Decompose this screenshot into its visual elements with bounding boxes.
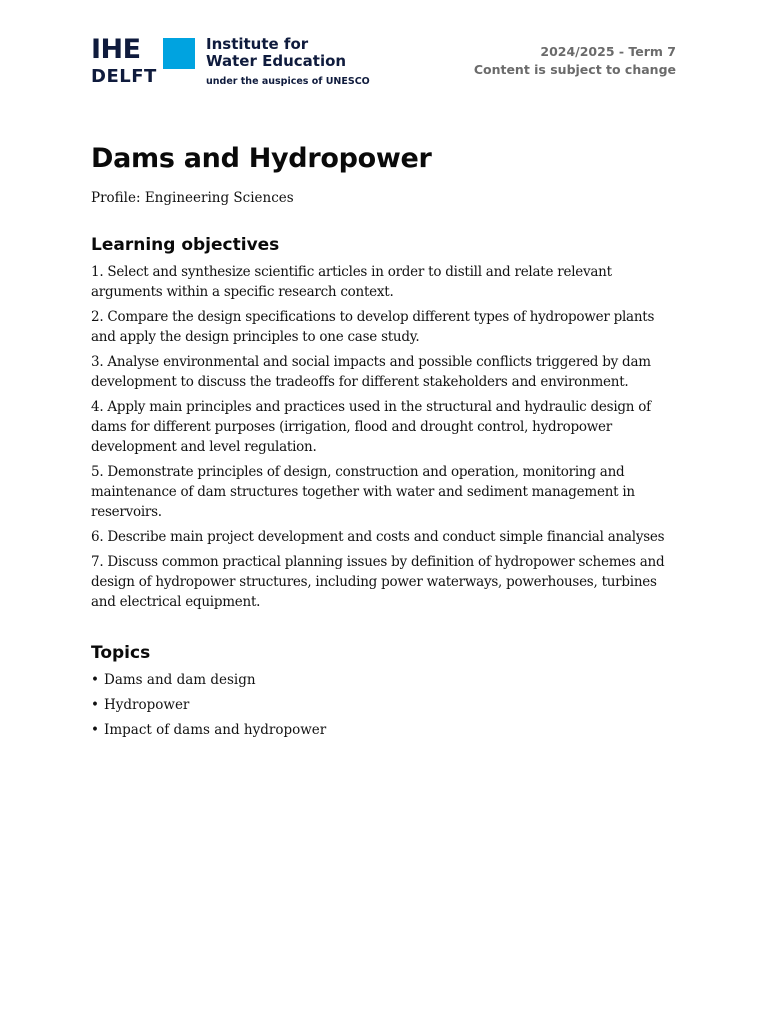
objective-item: 6. Describe main project development and costs and conduct simple financial analyses	[91, 529, 665, 545]
topics-list	[91, 670, 681, 740]
course-content	[91, 142, 681, 745]
term-info	[474, 43, 676, 79]
topic-label: Hydropower	[104, 697, 190, 713]
learning-objectives-list	[91, 262, 681, 612]
logo-blue-square	[163, 38, 195, 69]
term-label: 2024/2025 - Term 7	[540, 44, 676, 59]
topic-item	[91, 670, 681, 690]
objective-item: 4. Apply main principles and practices used in the structural and hydraulic design of dams for different purposes (irrigation, flood and drought control, hydropower development and level regulation.	[91, 399, 651, 455]
topic-label: Dams and dam design	[104, 672, 256, 688]
ihe-delft-logo	[91, 36, 381, 88]
logo-auspices: under the auspices of UNESCO	[206, 76, 370, 87]
objective-item: 1. Select and synthesize scientific articles in order to distill and relate relevant arguments within a specific research context.	[91, 264, 612, 300]
objective-item: 2. Compare the design specifications to develop different types of hydropower plants and apply the design principles to one case study.	[91, 309, 655, 345]
topics-heading: Topics	[91, 643, 151, 663]
page-title: Dams and Hydropower	[91, 143, 432, 174]
logo-ihe-text: IHE	[91, 34, 141, 65]
logo-name-line2: Water Education	[206, 52, 347, 70]
change-notice: Content is subject to change	[473, 62, 676, 77]
bullet-icon: •	[91, 697, 99, 713]
topic-item	[91, 720, 681, 740]
learning-objectives-heading: Learning objectives	[91, 235, 280, 255]
bullet-icon: •	[91, 722, 99, 738]
objective-item: 7. Discuss common practical planning issues by definition of hydropower schemes and design of hydropower structures, including power waterways, powerhouses, turbines and electrical equipment.	[91, 554, 665, 610]
objective-item: 3. Analyse environmental and social impacts and possible conflicts triggered by dam development to discuss the tradeoffs for different stakeholders and environment.	[91, 354, 651, 390]
topic-label: Impact of dams and hydropower	[104, 722, 327, 738]
course-profile: Profile: Engineering Sciences	[91, 190, 294, 206]
bullet-icon: •	[91, 672, 99, 688]
logo-delft-text: DELFT	[91, 66, 157, 87]
logo-name-line1: Institute for	[206, 35, 309, 53]
objective-item: 5. Demonstrate principles of design, construction and operation, monitoring and maintenance of dam structures together with water and sediment management in reservoirs.	[91, 464, 635, 520]
topic-item	[91, 695, 681, 715]
